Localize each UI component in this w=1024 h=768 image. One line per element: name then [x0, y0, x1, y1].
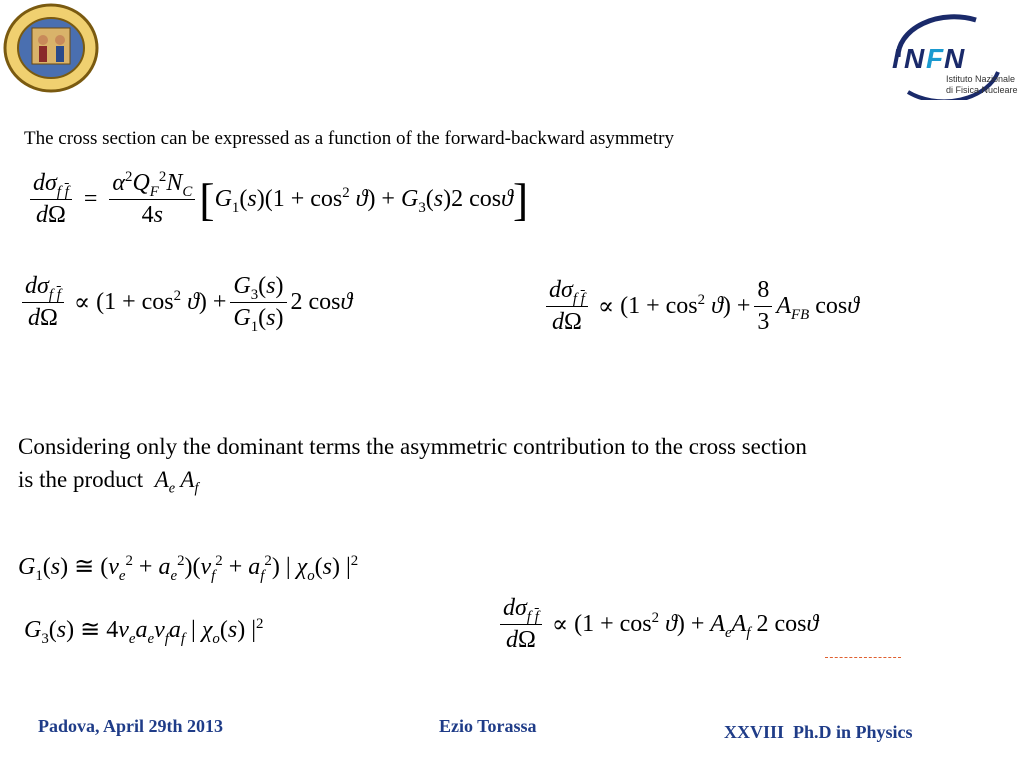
equation-cross-section: $\frac{d\sigma_{f \overline{f}}}{d\Omega}$ = $\frac{\alpha^2Q_F^2N_C}{4s}$ [ $G_1(s)(1 + \cos^2 ϑ) + G_3(s)2$ cosϑ ]: [26, 170, 528, 229]
footer-event: XXVIII Ph.D in Physics: [724, 722, 913, 742]
consider-line-1: Considering only the dominant terms the asymmetric contribution to the cross section: [18, 434, 807, 459]
equation-ae-af: $\frac{d\sigma_{f \overline{f}}}{d\Omega}$ ∝ $(1 + \cos^2 ϑ) + A_eA_f$ 2 cosϑ: [496, 595, 818, 654]
infn-subtitle-2: di Fisica Nucleare: [946, 85, 1018, 95]
svg-text:N: N: [904, 43, 925, 74]
equation-afb: $\frac{d\sigma_{f \overline{f}}}{d\Omega}$ ∝ $(1 + \cos^2 ϑ)$ + $\frac{8}{3}$ $A_{FB}$ cosϑ: [542, 277, 859, 336]
svg-text:F: F: [926, 43, 944, 74]
equation-g1: $G_1(s)$ ≅ $(v_e^2 + a_e^2)(v_f^2 + a_f^2)$ | $\chi_o(s)$ $|^2$: [18, 553, 359, 584]
svg-text:N: N: [944, 43, 965, 74]
dashed-underline: [825, 657, 901, 658]
consider-paragraph: [18, 430, 1018, 496]
university-seal-logo: [2, 2, 100, 99]
intro-text: The cross section can be expressed as a function of the forward-backward asymmetry: [24, 128, 674, 149]
svg-text:I: I: [892, 43, 900, 74]
equation-ratio-g3-g1: $\frac{d\sigma_{f \overline{f}}}{d\Omega}$ ∝ $(1 + \cos^2 ϑ)$ + $\frac{G_3(s)}{G_1(s)}$ 2 cosϑ: [18, 273, 352, 332]
footer-date: Padova, April 29th 2013: [38, 716, 224, 736]
infn-subtitle-1: Istituto Nazionale: [946, 74, 1016, 84]
footer-author: Ezio Torassa: [439, 716, 537, 736]
equation-g3: $G_3(s)$ ≅ $4v_ea_ev_fa_f$ | $\chi_o(s)$ $|^2$: [24, 616, 264, 647]
infn-logo: [888, 12, 1024, 105]
consider-line-2: is the product $A_e$ $A_f$: [18, 467, 199, 497]
